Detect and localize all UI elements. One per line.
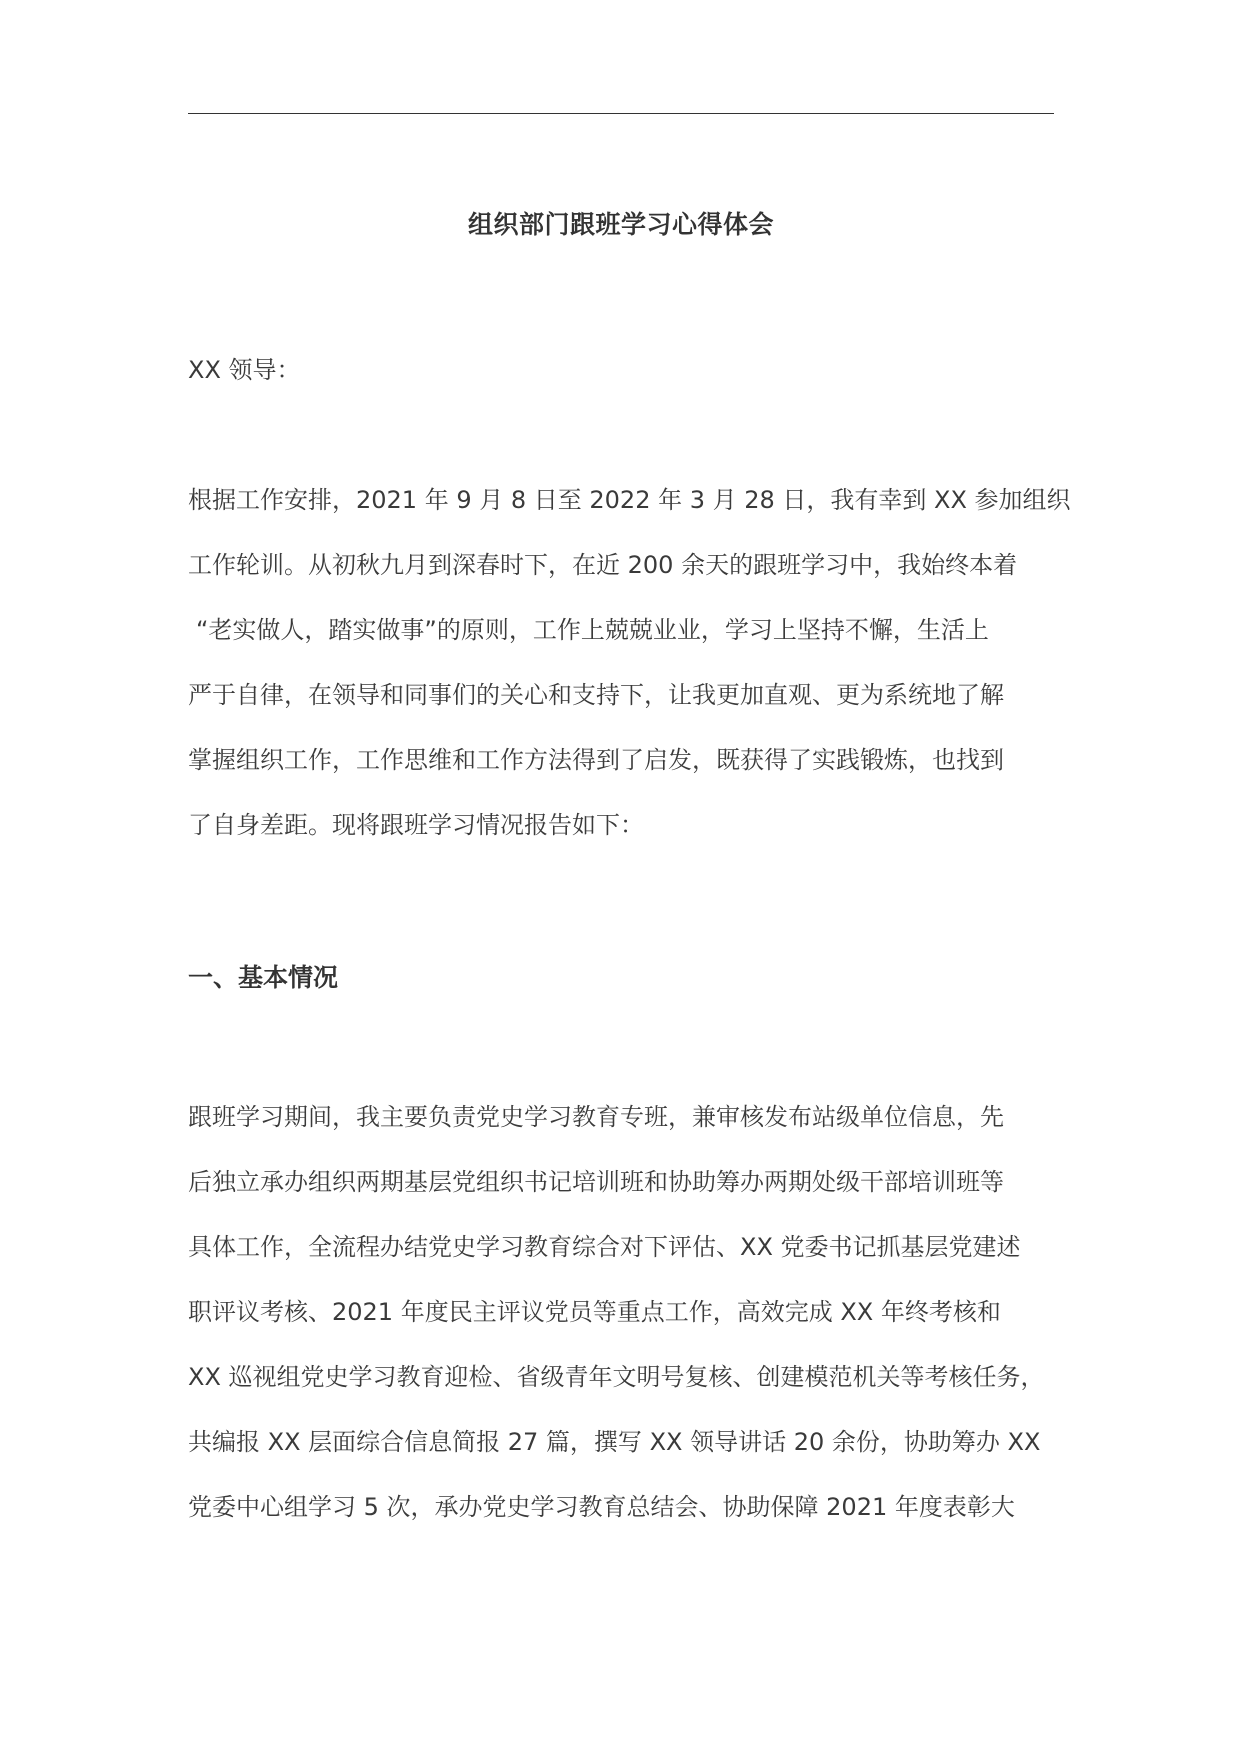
section-heading: 一、基本情况 xyxy=(188,963,339,992)
paragraph-line: 跟班学习期间，我主要负责党史学习教育专班，兼审核发布站级单位信息，先 xyxy=(188,1103,1004,1131)
paragraph-line: 工作轮训。从初秋九月到深春时下，在近 200 余天的跟班学习中，我始终本着 xyxy=(188,551,1018,579)
paragraph-line: 后独立承办组织两期基层党组织书记培训班和协助筹办两期处级干部培训班等 xyxy=(188,1168,1004,1196)
paragraph-line: 了自身差距。现将跟班学习情况报告如下： xyxy=(188,811,644,839)
paragraph-line: 职评议考核、2021 年度民主评议党员等重点工作，高效完成 XX 年终考核和 xyxy=(188,1298,1001,1326)
paragraph-line: 掌握组织工作，工作思维和工作方法得到了启发，既获得了实践锻炼，也找到 xyxy=(188,746,1004,774)
paragraph-line: 具体工作，全流程办结党史学习教育综合对下评估、XX 党委书记抓基层党建述 xyxy=(188,1233,1021,1261)
section-1-paragraph xyxy=(188,1085,1068,1540)
paragraph-line: 共编报 XX 层面综合信息简报 27 篇，撰写 XX 领导讲话 20 余份，协助筹办 XX xyxy=(188,1428,1041,1456)
document-title: 组织部门跟班学习心得体会 xyxy=(467,210,774,239)
paragraph-line: 根据工作安排，2021 年 9 月 8 日至 2022 年 3 月 28 日，我有幸到 XX 参加组织 xyxy=(188,486,1071,514)
intro-paragraph xyxy=(188,468,1071,858)
salutation: XX 领导： xyxy=(188,356,301,384)
paragraph-line: XX 巡视组党史学习教育迎检、省级青年文明号复核、创建模范机关等考核任务， xyxy=(188,1363,1045,1391)
paragraph-line: 严于自律，在领导和同事们的关心和支持下，让我更加直观、更为系统地了解 xyxy=(188,681,1004,709)
paragraph-line: 党委中心组学习 5 次，承办党史学习教育总结会、协助保障 2021 年度表彰大 xyxy=(188,1493,1015,1521)
paragraph-line: “老实做人，踏实做事”的原则，工作上兢兢业业，学习上坚持不懈，生活上 xyxy=(196,616,989,644)
header-rule xyxy=(188,113,1054,114)
